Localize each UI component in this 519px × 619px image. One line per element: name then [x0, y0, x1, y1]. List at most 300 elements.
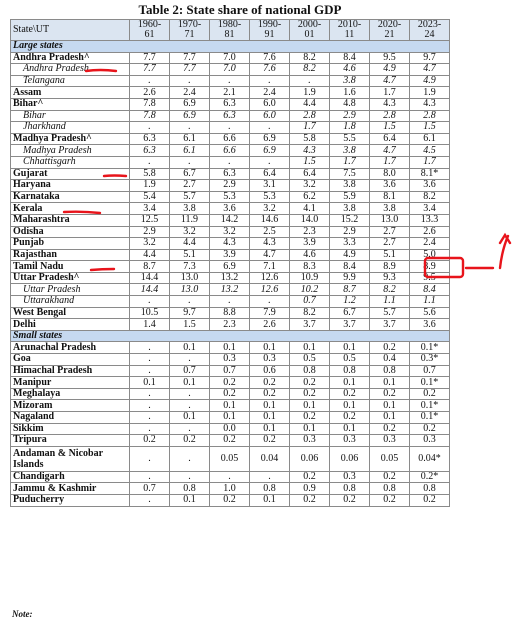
share-value-cell: 0.2: [330, 412, 370, 424]
share-value-cell: 4.7: [410, 64, 450, 76]
header-row: [11, 20, 450, 41]
table-body: [11, 41, 450, 507]
share-value-cell: 4.4: [130, 249, 170, 261]
share-value-cell: 2.7: [170, 180, 210, 192]
sub-state-row: [11, 145, 450, 157]
share-value-cell: 0.3: [410, 435, 450, 447]
sub-state-row: [11, 296, 450, 308]
state-column-header: State\UT: [11, 20, 130, 41]
share-value-cell: 0.2: [170, 435, 210, 447]
share-value-cell: 2.9: [330, 226, 370, 238]
share-value-cell: .: [170, 156, 210, 168]
share-value-cell: 7.0: [210, 64, 250, 76]
share-value-cell: 0.05: [210, 446, 250, 471]
share-value-cell: 7.7: [130, 52, 170, 64]
share-value-cell: 10.2: [290, 284, 330, 296]
share-value-cell: 1.7: [410, 156, 450, 168]
share-value-cell: .: [130, 365, 170, 377]
table-note: Note:: [12, 609, 33, 619]
share-value-cell: .: [170, 446, 210, 471]
share-value-cell: 0.2: [290, 412, 330, 424]
share-value-cell: 8.3: [290, 261, 330, 273]
share-value-cell: 0.1: [250, 412, 290, 424]
state-row: [11, 272, 450, 284]
state-row: [11, 52, 450, 64]
state-name-cell: Andaman & Nicobar Islands: [11, 446, 130, 471]
share-value-cell: 0.3: [290, 435, 330, 447]
sub-state-row: [11, 284, 450, 296]
share-value-cell: 0.1: [370, 412, 410, 424]
share-value-cell: 0.2: [250, 435, 290, 447]
state-row: [11, 471, 450, 483]
share-value-cell: 13.0: [170, 272, 210, 284]
share-value-cell: 0.1: [330, 423, 370, 435]
share-value-cell: 5.1: [370, 249, 410, 261]
state-row: [11, 191, 450, 203]
share-value-cell: 6.4: [290, 168, 330, 180]
share-value-cell: 0.1: [290, 423, 330, 435]
share-value-cell: 0.2: [370, 342, 410, 354]
share-value-cell: .: [250, 122, 290, 134]
share-value-cell: .: [130, 296, 170, 308]
share-value-cell: 1.7: [370, 156, 410, 168]
share-value-cell: 6.2: [290, 191, 330, 203]
share-value-cell: 5.7: [170, 191, 210, 203]
state-name-cell: Chhattisgarh: [11, 156, 130, 168]
share-value-cell: 10.5: [130, 307, 170, 319]
state-row: [11, 87, 450, 99]
share-value-cell: 0.2: [410, 388, 450, 400]
year-column-header: 2000- 01: [290, 20, 330, 41]
share-value-cell: 8.8: [210, 307, 250, 319]
share-value-cell: 0.1: [170, 377, 210, 389]
share-value-cell: 0.2: [130, 435, 170, 447]
share-value-cell: 1.5: [170, 319, 210, 331]
share-value-cell: 1.9: [410, 87, 450, 99]
share-value-cell: 1.7: [370, 87, 410, 99]
share-value-cell: .: [210, 156, 250, 168]
share-value-cell: 1.5: [370, 122, 410, 134]
share-value-cell: 0.7: [410, 365, 450, 377]
share-value-cell: 5.4: [130, 191, 170, 203]
state-name-cell: Madhya Pradesh^: [11, 133, 130, 145]
sub-state-row: [11, 110, 450, 122]
share-value-cell: .: [210, 471, 250, 483]
share-value-cell: 0.8: [370, 365, 410, 377]
year-column-header: 1960- 61: [130, 20, 170, 41]
share-value-cell: .: [210, 75, 250, 87]
share-value-cell: 0.1: [170, 494, 210, 506]
share-value-cell: 3.3: [330, 238, 370, 250]
share-value-cell: 0.04*: [410, 446, 450, 471]
arrow-icon: [500, 236, 508, 268]
share-value-cell: 6.4: [250, 168, 290, 180]
state-name-cell: Bihar: [11, 110, 130, 122]
share-value-cell: 12.6: [250, 284, 290, 296]
share-value-cell: .: [130, 122, 170, 134]
share-value-cell: 7.5: [330, 168, 370, 180]
share-value-cell: 0.1: [330, 342, 370, 354]
share-value-cell: 4.4: [290, 98, 330, 110]
share-value-cell: 2.3: [290, 226, 330, 238]
state-row: [11, 180, 450, 192]
share-value-cell: 4.6: [330, 64, 370, 76]
share-value-cell: 0.2*: [410, 471, 450, 483]
share-value-cell: 14.4: [130, 284, 170, 296]
sub-state-row: [11, 64, 450, 76]
share-value-cell: 2.7: [370, 238, 410, 250]
share-value-cell: 0.2: [370, 494, 410, 506]
share-value-cell: 0.2: [330, 388, 370, 400]
state-name-cell: Gujarat: [11, 168, 130, 180]
share-value-cell: 0.2: [290, 494, 330, 506]
share-value-cell: 0.1: [330, 377, 370, 389]
share-value-cell: 0.1: [250, 494, 290, 506]
state-row: [11, 98, 450, 110]
state-name-cell: Uttarakhand: [11, 296, 130, 308]
share-value-cell: 0.8: [370, 483, 410, 495]
share-value-cell: 6.3: [210, 98, 250, 110]
share-value-cell: .: [130, 354, 170, 366]
state-name-cell: Goa: [11, 354, 130, 366]
share-value-cell: 12.5: [130, 214, 170, 226]
share-value-cell: 1.7: [290, 122, 330, 134]
share-value-cell: .: [250, 471, 290, 483]
share-value-cell: 0.3: [210, 354, 250, 366]
share-value-cell: 7.9: [250, 307, 290, 319]
share-value-cell: 5.7: [370, 307, 410, 319]
share-value-cell: 4.3: [210, 238, 250, 250]
share-value-cell: 0.2: [210, 377, 250, 389]
share-value-cell: 8.1: [370, 191, 410, 203]
share-value-cell: 1.6: [330, 87, 370, 99]
share-value-cell: 1.5: [290, 156, 330, 168]
share-value-cell: 0.1: [250, 342, 290, 354]
share-value-cell: 13.0: [170, 284, 210, 296]
state-name-cell: Bihar^: [11, 98, 130, 110]
share-value-cell: 13.0: [370, 214, 410, 226]
share-value-cell: .: [130, 446, 170, 471]
share-value-cell: 4.9: [410, 75, 450, 87]
share-value-cell: 3.6: [370, 180, 410, 192]
share-value-cell: 8.2: [410, 191, 450, 203]
share-value-cell: 0.1: [130, 377, 170, 389]
state-name-cell: Jammu & Kashmir: [11, 483, 130, 495]
share-value-cell: 0.2: [410, 494, 450, 506]
share-value-cell: 0.1: [290, 400, 330, 412]
share-value-cell: 0.1: [290, 342, 330, 354]
state-name-cell: Tripura: [11, 435, 130, 447]
share-value-cell: 4.9: [330, 249, 370, 261]
state-row: [11, 203, 450, 215]
share-value-cell: 10.9: [290, 272, 330, 284]
share-value-cell: 0.9: [290, 483, 330, 495]
share-value-cell: 2.3: [210, 319, 250, 331]
share-value-cell: 3.7: [290, 319, 330, 331]
share-value-cell: 4.4: [170, 238, 210, 250]
state-name-cell: Himachal Pradesh: [11, 365, 130, 377]
share-value-cell: 0.2: [250, 377, 290, 389]
year-column-header: 2023- 24: [410, 20, 450, 41]
share-value-cell: 4.3: [290, 145, 330, 157]
share-value-cell: 5.1: [170, 249, 210, 261]
share-value-cell: 5.0: [410, 249, 450, 261]
share-value-cell: 0.2: [330, 494, 370, 506]
share-value-cell: 6.0: [250, 110, 290, 122]
share-value-cell: .: [130, 388, 170, 400]
share-value-cell: 0.3*: [410, 354, 450, 366]
share-value-cell: 0.8: [250, 483, 290, 495]
share-value-cell: 2.4: [250, 87, 290, 99]
share-value-cell: 2.8: [410, 110, 450, 122]
share-value-cell: .: [210, 122, 250, 134]
share-value-cell: 0.1: [170, 412, 210, 424]
share-value-cell: .: [170, 75, 210, 87]
state-name-cell: Chandigarh: [11, 471, 130, 483]
share-value-cell: .: [170, 400, 210, 412]
share-value-cell: .: [130, 494, 170, 506]
state-row: [11, 377, 450, 389]
share-value-cell: 14.0: [290, 214, 330, 226]
share-value-cell: 3.4: [410, 203, 450, 215]
share-value-cell: .: [250, 296, 290, 308]
share-value-cell: 7.3: [170, 261, 210, 273]
state-row: [11, 400, 450, 412]
share-value-cell: 11.9: [170, 214, 210, 226]
share-value-cell: 0.7: [290, 296, 330, 308]
share-value-cell: 13.3: [410, 214, 450, 226]
share-value-cell: 0.2: [210, 494, 250, 506]
share-value-cell: 0.8: [410, 483, 450, 495]
share-value-cell: 7.6: [250, 64, 290, 76]
share-value-cell: .: [170, 471, 210, 483]
share-value-cell: 8.7: [330, 284, 370, 296]
state-name-cell: Kerala: [11, 203, 130, 215]
share-value-cell: 1.7: [330, 156, 370, 168]
share-value-cell: 4.1: [290, 203, 330, 215]
share-value-cell: 6.3: [130, 133, 170, 145]
share-value-cell: .: [130, 75, 170, 87]
share-value-cell: 1.1: [370, 296, 410, 308]
share-value-cell: 0.2: [370, 471, 410, 483]
share-value-cell: 6.4: [370, 133, 410, 145]
state-name-cell: Puducherry: [11, 494, 130, 506]
share-value-cell: 1.1: [410, 296, 450, 308]
share-value-cell: 0.8: [330, 365, 370, 377]
share-value-cell: 8.7: [130, 261, 170, 273]
share-value-cell: 3.2: [290, 180, 330, 192]
share-value-cell: 0.1: [170, 342, 210, 354]
share-value-cell: 1.5: [410, 122, 450, 134]
state-name-cell: Punjab: [11, 238, 130, 250]
share-value-cell: 3.9: [290, 238, 330, 250]
share-value-cell: 0.1: [330, 400, 370, 412]
state-row: [11, 249, 450, 261]
share-value-cell: .: [130, 342, 170, 354]
share-value-cell: 7.1: [250, 261, 290, 273]
state-name-cell: Nagaland: [11, 412, 130, 424]
share-value-cell: 3.8: [330, 180, 370, 192]
state-row: [11, 226, 450, 238]
state-name-cell: Mizoram: [11, 400, 130, 412]
share-value-cell: 7.7: [170, 52, 210, 64]
state-row: [11, 238, 450, 250]
share-value-cell: 6.3: [210, 168, 250, 180]
state-name-cell: West Bengal: [11, 307, 130, 319]
share-value-cell: 13.2: [210, 284, 250, 296]
state-name-cell: Sikkim: [11, 423, 130, 435]
share-value-cell: 0.2: [290, 388, 330, 400]
share-value-cell: 3.6: [410, 319, 450, 331]
share-value-cell: 1.2: [330, 296, 370, 308]
share-value-cell: .: [170, 296, 210, 308]
share-value-cell: 3.8: [330, 203, 370, 215]
state-row: [11, 412, 450, 424]
share-value-cell: 3.7: [330, 319, 370, 331]
share-value-cell: .: [130, 423, 170, 435]
share-value-cell: 0.2: [290, 471, 330, 483]
section-label: Large states: [11, 41, 450, 53]
share-value-cell: 0.1: [250, 400, 290, 412]
share-value-cell: 1.4: [130, 319, 170, 331]
share-value-cell: 1.0: [210, 483, 250, 495]
share-value-cell: 0.1: [250, 423, 290, 435]
share-value-cell: 2.4: [170, 87, 210, 99]
share-value-cell: .: [130, 156, 170, 168]
share-value-cell: 4.7: [250, 249, 290, 261]
share-value-cell: 0.05: [370, 446, 410, 471]
share-value-cell: 2.9: [210, 180, 250, 192]
share-value-cell: 0.7: [130, 483, 170, 495]
state-row: [11, 446, 450, 471]
share-value-cell: 9.9: [330, 272, 370, 284]
share-value-cell: 5.6: [410, 307, 450, 319]
state-row: [11, 168, 450, 180]
state-name-cell: Jharkhand: [11, 122, 130, 134]
share-value-cell: 4.6: [290, 249, 330, 261]
share-value-cell: 8.4: [330, 261, 370, 273]
share-value-cell: 5.5: [330, 133, 370, 145]
share-value-cell: 1.9: [130, 180, 170, 192]
share-value-cell: 8.9: [370, 261, 410, 273]
share-value-cell: 5.9: [330, 191, 370, 203]
share-value-cell: 6.6: [210, 145, 250, 157]
state-row: [11, 214, 450, 226]
share-value-cell: 2.8: [370, 110, 410, 122]
share-value-cell: 2.4: [410, 238, 450, 250]
share-value-cell: 4.3: [410, 98, 450, 110]
share-value-cell: 0.7: [170, 365, 210, 377]
arrow-head-icon: [500, 235, 510, 243]
share-value-cell: 2.6: [410, 226, 450, 238]
state-row: [11, 483, 450, 495]
sub-state-row: [11, 122, 450, 134]
share-value-cell: 2.1: [210, 87, 250, 99]
share-value-cell: 6.9: [250, 145, 290, 157]
state-name-cell: Karnataka: [11, 191, 130, 203]
share-value-cell: 0.8: [290, 365, 330, 377]
share-value-cell: 0.2: [210, 388, 250, 400]
share-value-cell: 2.8: [290, 110, 330, 122]
sub-state-row: [11, 75, 450, 87]
share-value-cell: 0.1*: [410, 400, 450, 412]
share-value-cell: .: [290, 75, 330, 87]
state-name-cell: Andhra Pradesh: [11, 64, 130, 76]
share-value-cell: 6.0: [250, 98, 290, 110]
share-value-cell: 4.7: [370, 75, 410, 87]
state-name-cell: Madhya Pradesh: [11, 145, 130, 157]
share-value-cell: 3.2: [170, 226, 210, 238]
share-value-cell: 0.06: [290, 446, 330, 471]
state-name-cell: Delhi: [11, 319, 130, 331]
share-value-cell: 2.9: [130, 226, 170, 238]
state-row: [11, 494, 450, 506]
state-name-cell: Tamil Nadu: [11, 261, 130, 273]
section-label: Small states: [11, 330, 450, 342]
share-value-cell: 4.5: [410, 145, 450, 157]
share-value-cell: 9.5: [410, 272, 450, 284]
share-value-cell: 3.9: [210, 249, 250, 261]
share-value-cell: 14.2: [210, 214, 250, 226]
share-value-cell: 3.8: [330, 75, 370, 87]
share-value-cell: 0.5: [330, 354, 370, 366]
share-value-cell: 6.3: [130, 145, 170, 157]
share-value-cell: 3.8: [170, 203, 210, 215]
share-value-cell: 3.7: [370, 319, 410, 331]
share-value-cell: 3.8: [330, 145, 370, 157]
share-value-cell: 3.8: [370, 203, 410, 215]
share-value-cell: 2.6: [250, 319, 290, 331]
share-value-cell: 8.4: [330, 52, 370, 64]
share-value-cell: 0.1: [210, 342, 250, 354]
year-column-header: 1970- 71: [170, 20, 210, 41]
share-value-cell: 3.4: [130, 203, 170, 215]
gdp-share-table: [10, 19, 450, 507]
share-value-cell: .: [130, 471, 170, 483]
share-value-cell: 0.2: [370, 423, 410, 435]
share-value-cell: 0.1: [370, 400, 410, 412]
share-value-cell: 0.1: [210, 412, 250, 424]
share-value-cell: 0.8: [330, 483, 370, 495]
share-value-cell: 0.4: [370, 354, 410, 366]
table-title: Table 2: State share of national GDP: [138, 2, 342, 17]
share-value-cell: .: [170, 354, 210, 366]
share-value-cell: 6.9: [210, 261, 250, 273]
share-value-cell: .: [170, 122, 210, 134]
share-value-cell: 0.2: [210, 435, 250, 447]
share-value-cell: 6.9: [170, 110, 210, 122]
share-value-cell: 3.2: [210, 226, 250, 238]
share-value-cell: 8.2: [370, 284, 410, 296]
share-value-cell: 4.9: [370, 64, 410, 76]
share-value-cell: 6.9: [250, 133, 290, 145]
share-value-cell: 0.06: [330, 446, 370, 471]
state-row: [11, 133, 450, 145]
state-name-cell: Odisha: [11, 226, 130, 238]
state-name-cell: Manipur: [11, 377, 130, 389]
share-value-cell: 0.3: [330, 471, 370, 483]
share-value-cell: 6.7: [170, 168, 210, 180]
share-value-cell: 6.3: [210, 110, 250, 122]
state-row: [11, 388, 450, 400]
share-value-cell: 4.3: [250, 238, 290, 250]
section-header-row: [11, 41, 450, 53]
share-value-cell: 6.1: [170, 145, 210, 157]
state-name-cell: Meghalaya: [11, 388, 130, 400]
share-value-cell: 4.3: [370, 98, 410, 110]
share-value-cell: 1.9: [290, 87, 330, 99]
year-column-header: 1980- 81: [210, 20, 250, 41]
